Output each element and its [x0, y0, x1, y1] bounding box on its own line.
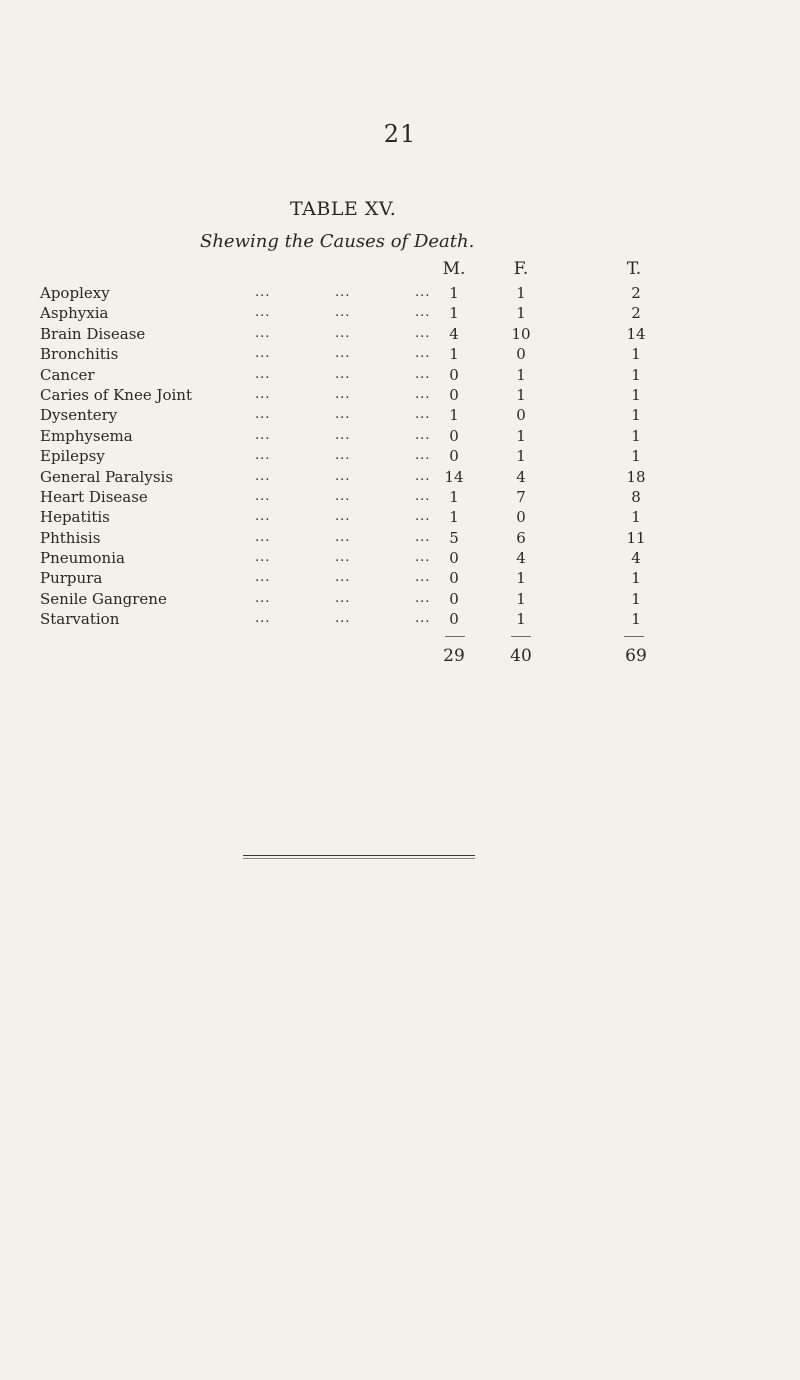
value-m: 0	[449, 589, 459, 608]
column-header-m: M.	[442, 259, 466, 279]
cause-label: Bronchitis	[40, 345, 119, 364]
total-rules	[0, 630, 800, 644]
value-f: 1	[516, 284, 526, 302]
value-f: 1	[516, 304, 526, 323]
leader-dots: ...	[415, 590, 431, 606]
leader-dots: ...	[255, 305, 271, 321]
cause-label: Phthisis	[40, 528, 101, 547]
table-row	[0, 344, 800, 364]
leader-dots: ...	[415, 407, 431, 423]
leader-dots: ...	[335, 305, 351, 321]
total-rule-t	[624, 636, 644, 637]
value-t: 1	[631, 406, 641, 425]
value-t: 18	[626, 467, 646, 486]
leader-dots: ...	[335, 346, 351, 362]
cause-label: Pneumonia	[40, 549, 125, 568]
cause-label: Senile Gangrene	[40, 589, 167, 608]
column-header-t: T.	[626, 259, 642, 279]
table-row	[0, 589, 800, 609]
leader-dots: ...	[335, 550, 351, 566]
table-row	[0, 609, 800, 629]
leader-dots: ...	[415, 386, 431, 402]
leader-dots: ...	[415, 346, 431, 362]
value-m: 1	[449, 345, 459, 364]
cause-label: Cancer	[40, 365, 95, 384]
total-rule-f	[511, 636, 531, 637]
value-f: 6	[516, 528, 526, 547]
total-t: 69	[625, 645, 647, 666]
leader-dots: ...	[255, 386, 271, 402]
leader-dots: ...	[335, 366, 351, 382]
value-f: 1	[516, 610, 526, 629]
value-t: 1	[631, 610, 641, 629]
value-m: 0	[449, 365, 459, 384]
cause-label: Asphyxia	[40, 304, 109, 323]
value-m: 1	[449, 406, 459, 425]
leader-dots: ...	[335, 386, 351, 402]
value-f: 4	[516, 549, 526, 568]
table-row	[0, 303, 800, 323]
table-row	[0, 365, 800, 385]
value-m: 0	[449, 569, 459, 588]
value-m: 5	[449, 528, 459, 547]
leader-dots: ...	[255, 529, 271, 545]
leader-dots: ...	[415, 611, 431, 627]
value-m: 0	[449, 549, 459, 568]
cause-label: Heart Disease	[40, 487, 148, 506]
leader-dots: ...	[415, 448, 431, 464]
page-number: 21	[383, 120, 417, 148]
table-row	[0, 528, 800, 548]
leader-dots: ...	[335, 509, 351, 525]
total-m: 29	[443, 645, 465, 666]
cause-label: Apoplexy	[40, 284, 110, 302]
leader-dots: ...	[415, 570, 431, 586]
value-f: 10	[511, 324, 531, 343]
value-t: 1	[631, 365, 641, 384]
value-f: 0	[516, 406, 526, 425]
table-row	[0, 467, 800, 487]
leader-dots: ...	[415, 488, 431, 504]
value-m: 1	[449, 284, 459, 302]
value-m: 0	[449, 447, 459, 466]
cause-label: Purpura	[40, 569, 103, 588]
table-row	[0, 324, 800, 344]
table-row	[0, 568, 800, 588]
cause-label: Starvation	[40, 610, 120, 629]
causes-of-death-table	[0, 255, 800, 668]
table-title: TABLE XV.	[290, 198, 397, 220]
leader-dots: ...	[255, 509, 271, 525]
leader-dots: ...	[335, 529, 351, 545]
table-subtitle: Shewing the Causes of Death.	[200, 231, 475, 252]
leader-dots: ...	[335, 488, 351, 504]
leader-dots: ...	[255, 448, 271, 464]
value-m: 0	[449, 385, 459, 404]
value-f: 1	[516, 569, 526, 588]
value-f: 4	[516, 467, 526, 486]
table-row	[0, 487, 800, 507]
value-t: 14	[626, 324, 646, 343]
value-f: 1	[516, 385, 526, 404]
table-body	[0, 283, 800, 630]
leader-dots: ...	[415, 427, 431, 443]
value-t: 1	[631, 426, 641, 445]
cause-label: Epilepsy	[40, 447, 105, 466]
value-f: 1	[516, 365, 526, 384]
leader-dots: ...	[255, 285, 271, 300]
cause-label: Emphysema	[40, 426, 133, 445]
leader-dots: ...	[255, 550, 271, 566]
leader-dots: ...	[335, 285, 351, 300]
leader-dots: ...	[255, 366, 271, 382]
leader-dots: ...	[415, 509, 431, 525]
value-m: 1	[449, 304, 459, 323]
cause-label: Dysentery	[40, 406, 118, 425]
value-t: 2	[631, 284, 641, 302]
table-row	[0, 283, 800, 303]
value-t: 1	[631, 345, 641, 364]
leader-dots: ...	[255, 590, 271, 606]
value-f: 1	[516, 447, 526, 466]
value-f: 0	[516, 345, 526, 364]
leader-dots: ...	[335, 468, 351, 484]
total-f: 40	[510, 645, 532, 666]
leader-dots: ...	[415, 550, 431, 566]
value-m: 14	[444, 467, 464, 486]
value-f: 1	[516, 426, 526, 445]
total-rule-m	[445, 636, 465, 637]
totals-row	[0, 644, 800, 668]
leader-dots: ...	[335, 590, 351, 606]
cause-label: Brain Disease	[40, 324, 146, 343]
leader-dots: ...	[255, 427, 271, 443]
table-row	[0, 426, 800, 446]
table-row	[0, 507, 800, 527]
value-m: 1	[449, 508, 459, 527]
column-header-f: F.	[513, 259, 529, 279]
value-t: 1	[631, 508, 641, 527]
leader-dots: ...	[255, 325, 271, 341]
table-row	[0, 385, 800, 405]
leader-dots: ...	[335, 448, 351, 464]
leader-dots: ...	[255, 570, 271, 586]
value-f: 7	[516, 487, 526, 506]
value-m: 4	[449, 324, 459, 343]
leader-dots: ...	[255, 346, 271, 362]
value-t: 11	[626, 528, 646, 547]
leader-dots: ...	[415, 468, 431, 484]
leader-dots: ...	[415, 285, 431, 300]
leader-dots: ...	[415, 529, 431, 545]
value-m: 0	[449, 426, 459, 445]
leader-dots: ...	[255, 468, 271, 484]
value-f: 0	[516, 508, 526, 527]
value-m: 0	[449, 610, 459, 629]
value-t: 8	[631, 487, 641, 506]
cause-label: Hepatitis	[40, 508, 110, 527]
value-t: 1	[631, 589, 641, 608]
leader-dots: ...	[335, 570, 351, 586]
bottom-rule-secondary	[243, 858, 475, 859]
value-t: 1	[631, 569, 641, 588]
table-row	[0, 548, 800, 568]
leader-dots: ...	[415, 305, 431, 321]
leader-dots: ...	[415, 325, 431, 341]
value-f: 1	[516, 589, 526, 608]
leader-dots: ...	[335, 611, 351, 627]
bottom-rule	[243, 855, 475, 856]
leader-dots: ...	[255, 611, 271, 627]
cause-label: Caries of Knee Joint	[40, 385, 192, 404]
value-t: 1	[631, 385, 641, 404]
value-t: 1	[631, 447, 641, 466]
cause-label: General Paralysis	[40, 467, 174, 486]
leader-dots: ...	[255, 488, 271, 504]
leader-dots: ...	[335, 407, 351, 423]
leader-dots: ...	[415, 366, 431, 382]
value-m: 1	[449, 487, 459, 506]
leader-dots: ...	[335, 325, 351, 341]
value-t: 2	[631, 304, 641, 323]
leader-dots: ...	[335, 427, 351, 443]
leader-dots: ...	[255, 407, 271, 423]
value-t: 4	[631, 549, 641, 568]
table-row	[0, 446, 800, 466]
table-row	[0, 405, 800, 425]
table-header-row	[0, 255, 800, 283]
